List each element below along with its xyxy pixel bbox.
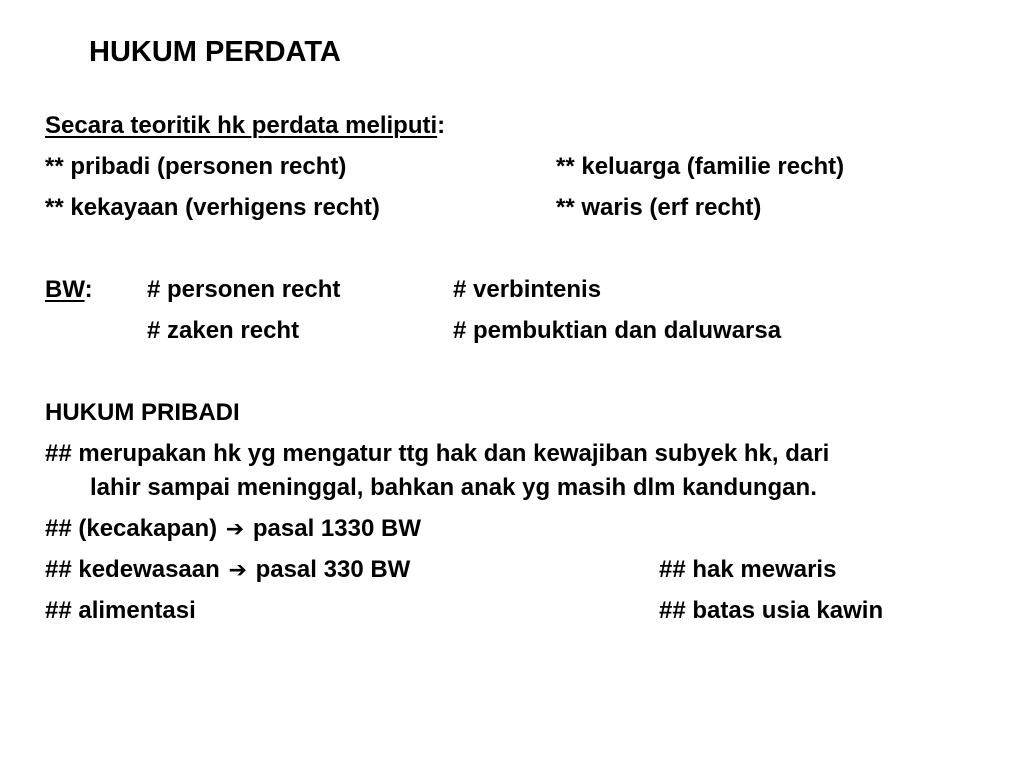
bw-book-item: # zaken recht (147, 317, 300, 344)
pribadi-heading: HUKUM PRIBADI (45, 399, 240, 426)
bw-colon: : (84, 276, 93, 303)
kedewasaan-reference: pasal 330 BW (255, 556, 411, 583)
intro-colon: : (437, 112, 446, 139)
bw-book-item: # personen recht (147, 276, 341, 303)
kecakapan-label: ## (kecakapan) (45, 515, 218, 542)
kedewasaan-line (45, 555, 410, 586)
arrow-right-icon: ➔ (228, 558, 247, 583)
intro-heading: Secara teoritik hk perdata meliputi (45, 112, 438, 139)
slide-title: HUKUM PERDATA (89, 36, 341, 68)
category-item: ** keluarga (familie recht) (556, 153, 845, 180)
kedewasaan-label: ## kedewasaan (45, 556, 220, 583)
category-item: ** pribadi (personen recht) (45, 153, 347, 180)
bw-label: BW (45, 276, 85, 303)
batas-usia-item: ## batas usia kawin (659, 597, 884, 624)
bw-book-item: # verbintenis (453, 276, 602, 303)
pribadi-definition-line1: ## merupakan hk yg mengatur ttg hak dan kewajiban subyek hk, dari (45, 440, 830, 467)
category-item: ** waris (erf recht) (556, 194, 762, 221)
intro-line (45, 111, 445, 141)
bw-book-item: # pembuktian dan daluwarsa (453, 317, 782, 344)
alimentasi-item: ## alimentasi (45, 597, 196, 624)
arrow-right-icon: ➔ (225, 517, 245, 542)
hak-mewaris-item: ## hak mewaris (659, 556, 837, 583)
kecakapan-reference: pasal 1330 BW (252, 515, 421, 542)
category-item: ** kekayaan (verhigens recht) (45, 194, 380, 221)
pribadi-definition-line2: lahir sampai meninggal, bahkan anak yg masih dlm kandungan. (90, 474, 817, 501)
bw-label-line (45, 275, 93, 305)
kecakapan-line (45, 514, 421, 545)
